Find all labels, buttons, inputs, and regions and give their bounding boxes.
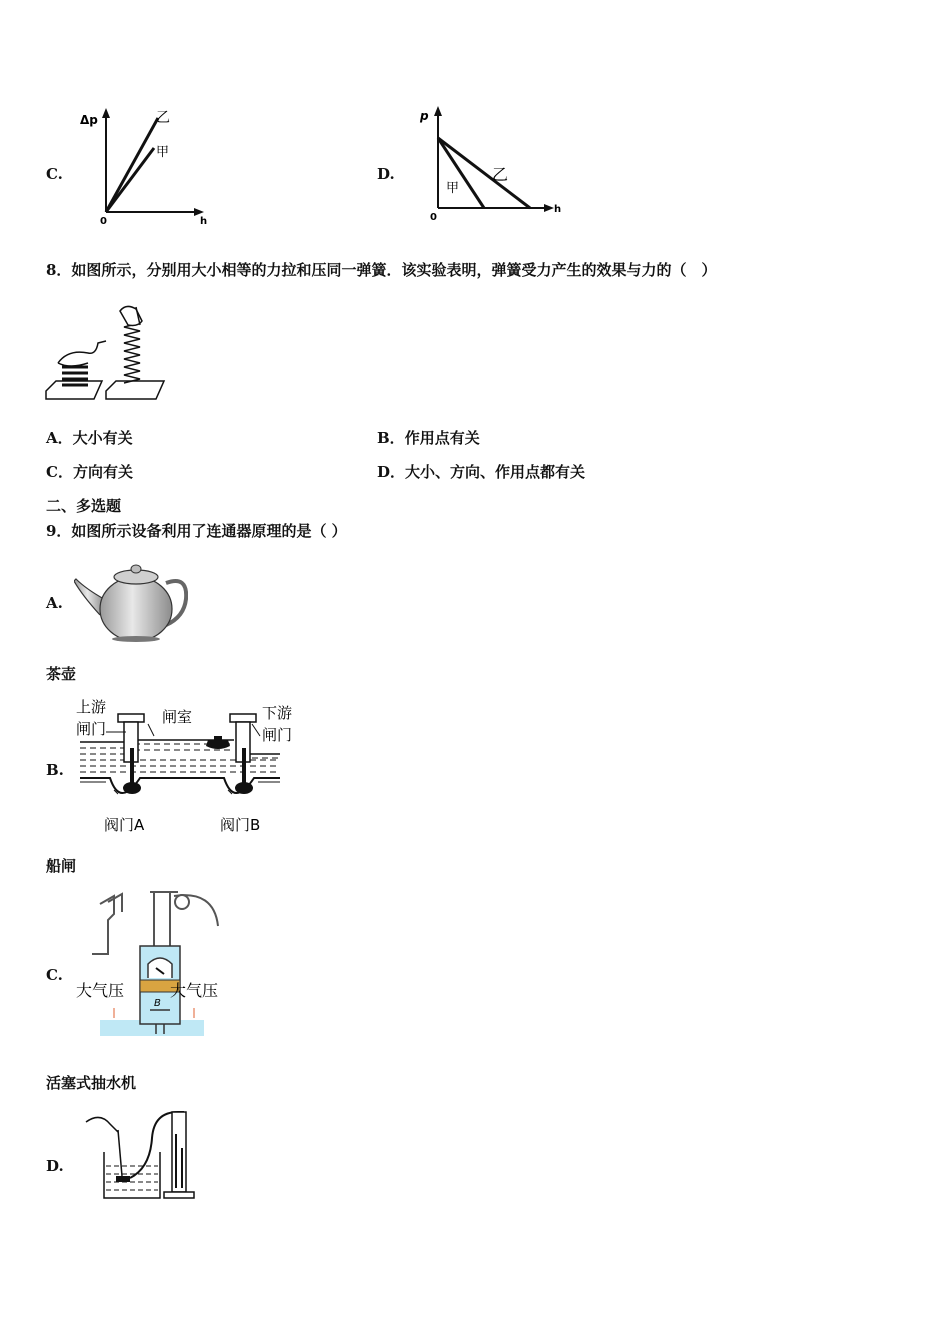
- upper-valve: [148, 958, 172, 978]
- upstream-label: 上游: [76, 698, 107, 716]
- chamber-label: 闸室: [162, 708, 193, 726]
- left-hand: [58, 341, 106, 363]
- option-text: 大小、方向、作用点都有关: [405, 463, 586, 481]
- teapot-base: [112, 636, 160, 642]
- ship-lock-figure: [74, 696, 304, 838]
- q9-option-d-label[interactable]: D.: [46, 1157, 64, 1175]
- right-base: [106, 381, 164, 399]
- option-text: 方向有关: [72, 463, 133, 481]
- u-tube: [172, 1112, 186, 1192]
- stand-base: [164, 1192, 194, 1198]
- valve-a: [123, 782, 141, 794]
- q9-option-a-label[interactable]: A.: [46, 594, 63, 612]
- upstream-gate-label: 闸门: [76, 720, 107, 738]
- line-yi-label: 乙: [492, 165, 509, 184]
- probe-head: [116, 1176, 130, 1182]
- valve-a-label: 阀门A: [104, 816, 145, 834]
- q9-option-b-label[interactable]: B.: [46, 761, 64, 779]
- option-text: 大小有关: [72, 429, 133, 447]
- q8-option-d[interactable]: [377, 462, 585, 482]
- option-label: B．: [377, 429, 405, 447]
- section-title: 二、多选题: [46, 497, 122, 515]
- line-yi: [106, 118, 158, 212]
- line-jia-label: 甲: [446, 181, 460, 196]
- hand: [86, 1117, 118, 1132]
- teapot-knob: [131, 565, 141, 573]
- downstream-gate-top: [230, 714, 256, 722]
- line-yi: [438, 138, 530, 208]
- x-axis-arrow: [544, 204, 554, 212]
- beaker: [104, 1152, 160, 1198]
- q8-spring-figure: [44, 305, 168, 405]
- teapot-figure: [74, 555, 188, 643]
- handle-pivot: [175, 895, 189, 909]
- probe-rod: [118, 1130, 122, 1176]
- piston-pump-figure: [74, 888, 224, 1040]
- y-axis-arrow: [434, 106, 442, 116]
- u-tube-manometer-figure: [74, 1104, 198, 1204]
- atm-right-label: 大气压: [170, 981, 219, 1000]
- q7-graph-d: [410, 100, 570, 228]
- q9-option-c-label[interactable]: C.: [46, 966, 63, 984]
- x-axis-label: h: [200, 216, 208, 227]
- q8-option-a[interactable]: [46, 428, 133, 448]
- upstream-gate-top: [118, 714, 144, 722]
- ship-icon: [206, 740, 230, 749]
- q8-stem: 8．如图所示，分别用大小相等的力拉和压同一弹簧．该实验表明，弹簧受力产生的效果与力的（ ）: [46, 261, 717, 279]
- q7-option-c-label: C.: [46, 165, 63, 183]
- option-text: 作用点有关: [404, 429, 480, 447]
- y-axis-label: p: [420, 109, 429, 123]
- q7-graph-c: [70, 100, 220, 228]
- origin-label: 0: [100, 216, 107, 227]
- q8-option-b[interactable]: [377, 428, 480, 448]
- q8-option-c[interactable]: [46, 462, 133, 482]
- valve-b-mark: B: [154, 998, 161, 1009]
- downstream-label: 下游: [262, 704, 293, 722]
- option-label: A．: [46, 429, 73, 447]
- q9-option-a-caption: 茶壶: [46, 665, 77, 683]
- option-label: D．: [377, 463, 406, 481]
- x-axis-label: h: [554, 204, 562, 215]
- line-jia: [438, 138, 484, 208]
- origin-label: 0: [430, 212, 437, 223]
- valve-b: [235, 782, 253, 794]
- teapot-body: [100, 577, 172, 641]
- line-jia-label: 甲: [156, 145, 170, 160]
- option-label: C．: [46, 463, 73, 481]
- q9-option-c-caption: 活塞式抽水机: [46, 1074, 137, 1092]
- y-axis-label: Δp: [80, 113, 98, 127]
- stretched-spring: [124, 323, 140, 383]
- atm-left-label: 大气压: [76, 981, 125, 1000]
- spout: [92, 896, 114, 954]
- q9-stem: 9．如图所示设备利用了连通器原理的是（ ）: [46, 522, 347, 540]
- line-yi-label: 乙: [156, 110, 170, 126]
- y-axis-arrow: [102, 108, 110, 118]
- line-jia: [106, 148, 154, 212]
- valve-b-label: 阀门B: [220, 816, 261, 834]
- q9-option-b-caption: 船闸: [46, 857, 77, 875]
- downstream-gate-label: 闸门: [262, 726, 293, 744]
- q7-option-d-label: D.: [377, 165, 395, 183]
- x-axis-arrow: [194, 208, 204, 216]
